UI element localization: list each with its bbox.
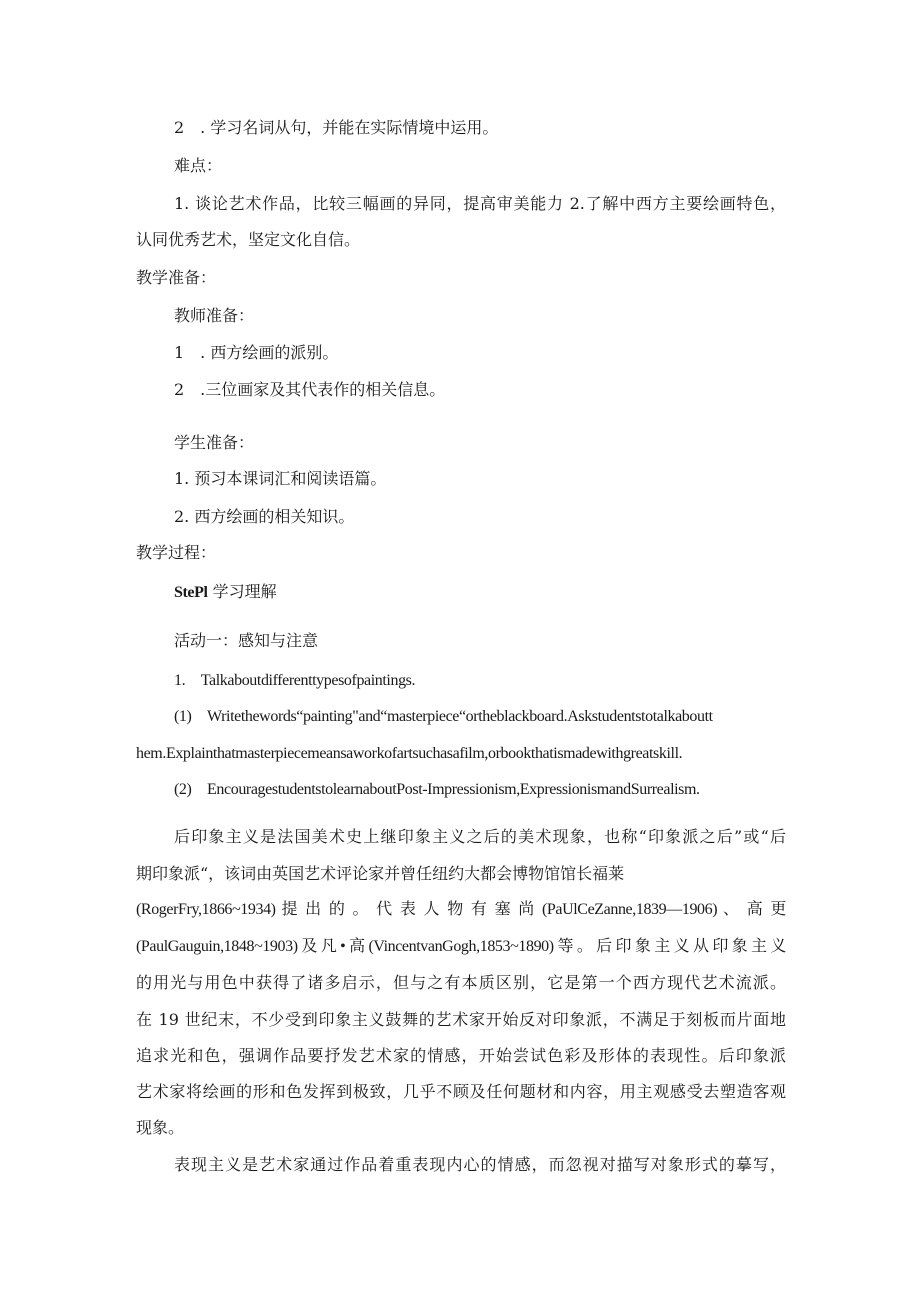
step-label: StePl	[174, 584, 208, 601]
teacher-preparation-item-1: 1 . 西方绘画的派别。	[174, 343, 339, 362]
objective-item-2: 2 . 学习名词从句，并能在实际情境中运用。	[174, 118, 499, 137]
activity-sub-item-1-line-2: hem.Explainthatmasterpiecemeansaworkofartsuchasafilm,orbookthatismadewithgreatskill.	[136, 745, 683, 762]
student-preparation-item-2: 2. 西方绘画的相关知识。	[174, 507, 355, 526]
activity-1-heading: 活动一：感知与注意	[174, 631, 319, 650]
post-impressionism-para-line-9: 现象。	[136, 1118, 185, 1137]
post-impressionism-para-line-1: 后印象主义是法国美术史上继印象主义之后的美术现象，也称“印象派之后”或“后	[174, 827, 786, 846]
difficulty-item-line-2: 认同优秀艺术，坚定文化自信。	[136, 230, 361, 249]
post-impressionism-para-line-4: (PaulGauguin,1848~1903)及凡•高(VincentvanGogh,1853~1890)等。后印象主义从印象主义	[136, 938, 786, 955]
post-impressionism-para-line-2: 期印象派“，该词由英国艺术评论家并曾任纽约大都会博物馆馆长福莱	[136, 864, 625, 883]
activity-sub-item-1-line-1: (1) Writethewords“painting"and“masterpiece“ortheblackboard.Askstudentstotalkaboutt	[174, 708, 713, 725]
difficulty-item-line-1: 1. 谈论艺术作品，比较三幅画的异同，提高审美能力 2.了解中西方主要绘画特色，	[174, 194, 786, 213]
activity-item-1: 1. Talkaboutdifferenttypesofpaintings.	[174, 672, 416, 689]
difficulty-heading: 难点：	[174, 156, 223, 175]
expressionism-para-line-1: 表现主义是艺术家通过作品着重表现内心的情感，而忽视对描写对象形式的摹写，	[174, 1155, 786, 1174]
teaching-process-heading: 教学过程：	[136, 543, 217, 562]
activity-sub-item-2: (2) EncouragestudentstolearnaboutPost-Impressionism,ExpressionismandSurrealism.	[174, 781, 700, 798]
post-impressionism-para-line-7: 追求光和色，强调作品要抒发艺术家的情感，开始尝试色彩及形体的表现性。后印象派	[136, 1046, 786, 1065]
step-1-heading	[174, 582, 277, 603]
student-preparation-heading: 学生准备：	[174, 433, 255, 452]
student-preparation-item-1: 1. 预习本课词汇和阅读语篇。	[174, 469, 387, 488]
post-impressionism-para-line-6: 在 19 世纪末，不少受到印象主义鼓舞的艺术家开始反对印象派，不满足于刻板而片面地	[136, 1010, 786, 1029]
teaching-preparation-heading: 教学准备：	[136, 268, 217, 287]
teacher-preparation-heading: 教师准备：	[174, 306, 255, 325]
post-impressionism-para-line-8: 艺术家将绘画的形和色发挥到极致，几乎不顾及任何题材和内容，用主观感受去塑造客观	[136, 1082, 786, 1101]
step-title: 学习理解	[207, 582, 277, 601]
post-impressionism-para-line-3: (RogerFry,1866~1934) 提 出 的 。 代 表 人 物 有 塞 尚 (PaUlCeZanne,1839—1906) 、 高 更	[136, 901, 786, 918]
teacher-preparation-item-2: 2 .三位画家及其代表作的相关信息。	[174, 380, 446, 399]
post-impressionism-para-line-5: 的用光与用色中获得了诸多启示，但与之有本质区别，它是第一个西方现代艺术流派。	[136, 973, 786, 992]
